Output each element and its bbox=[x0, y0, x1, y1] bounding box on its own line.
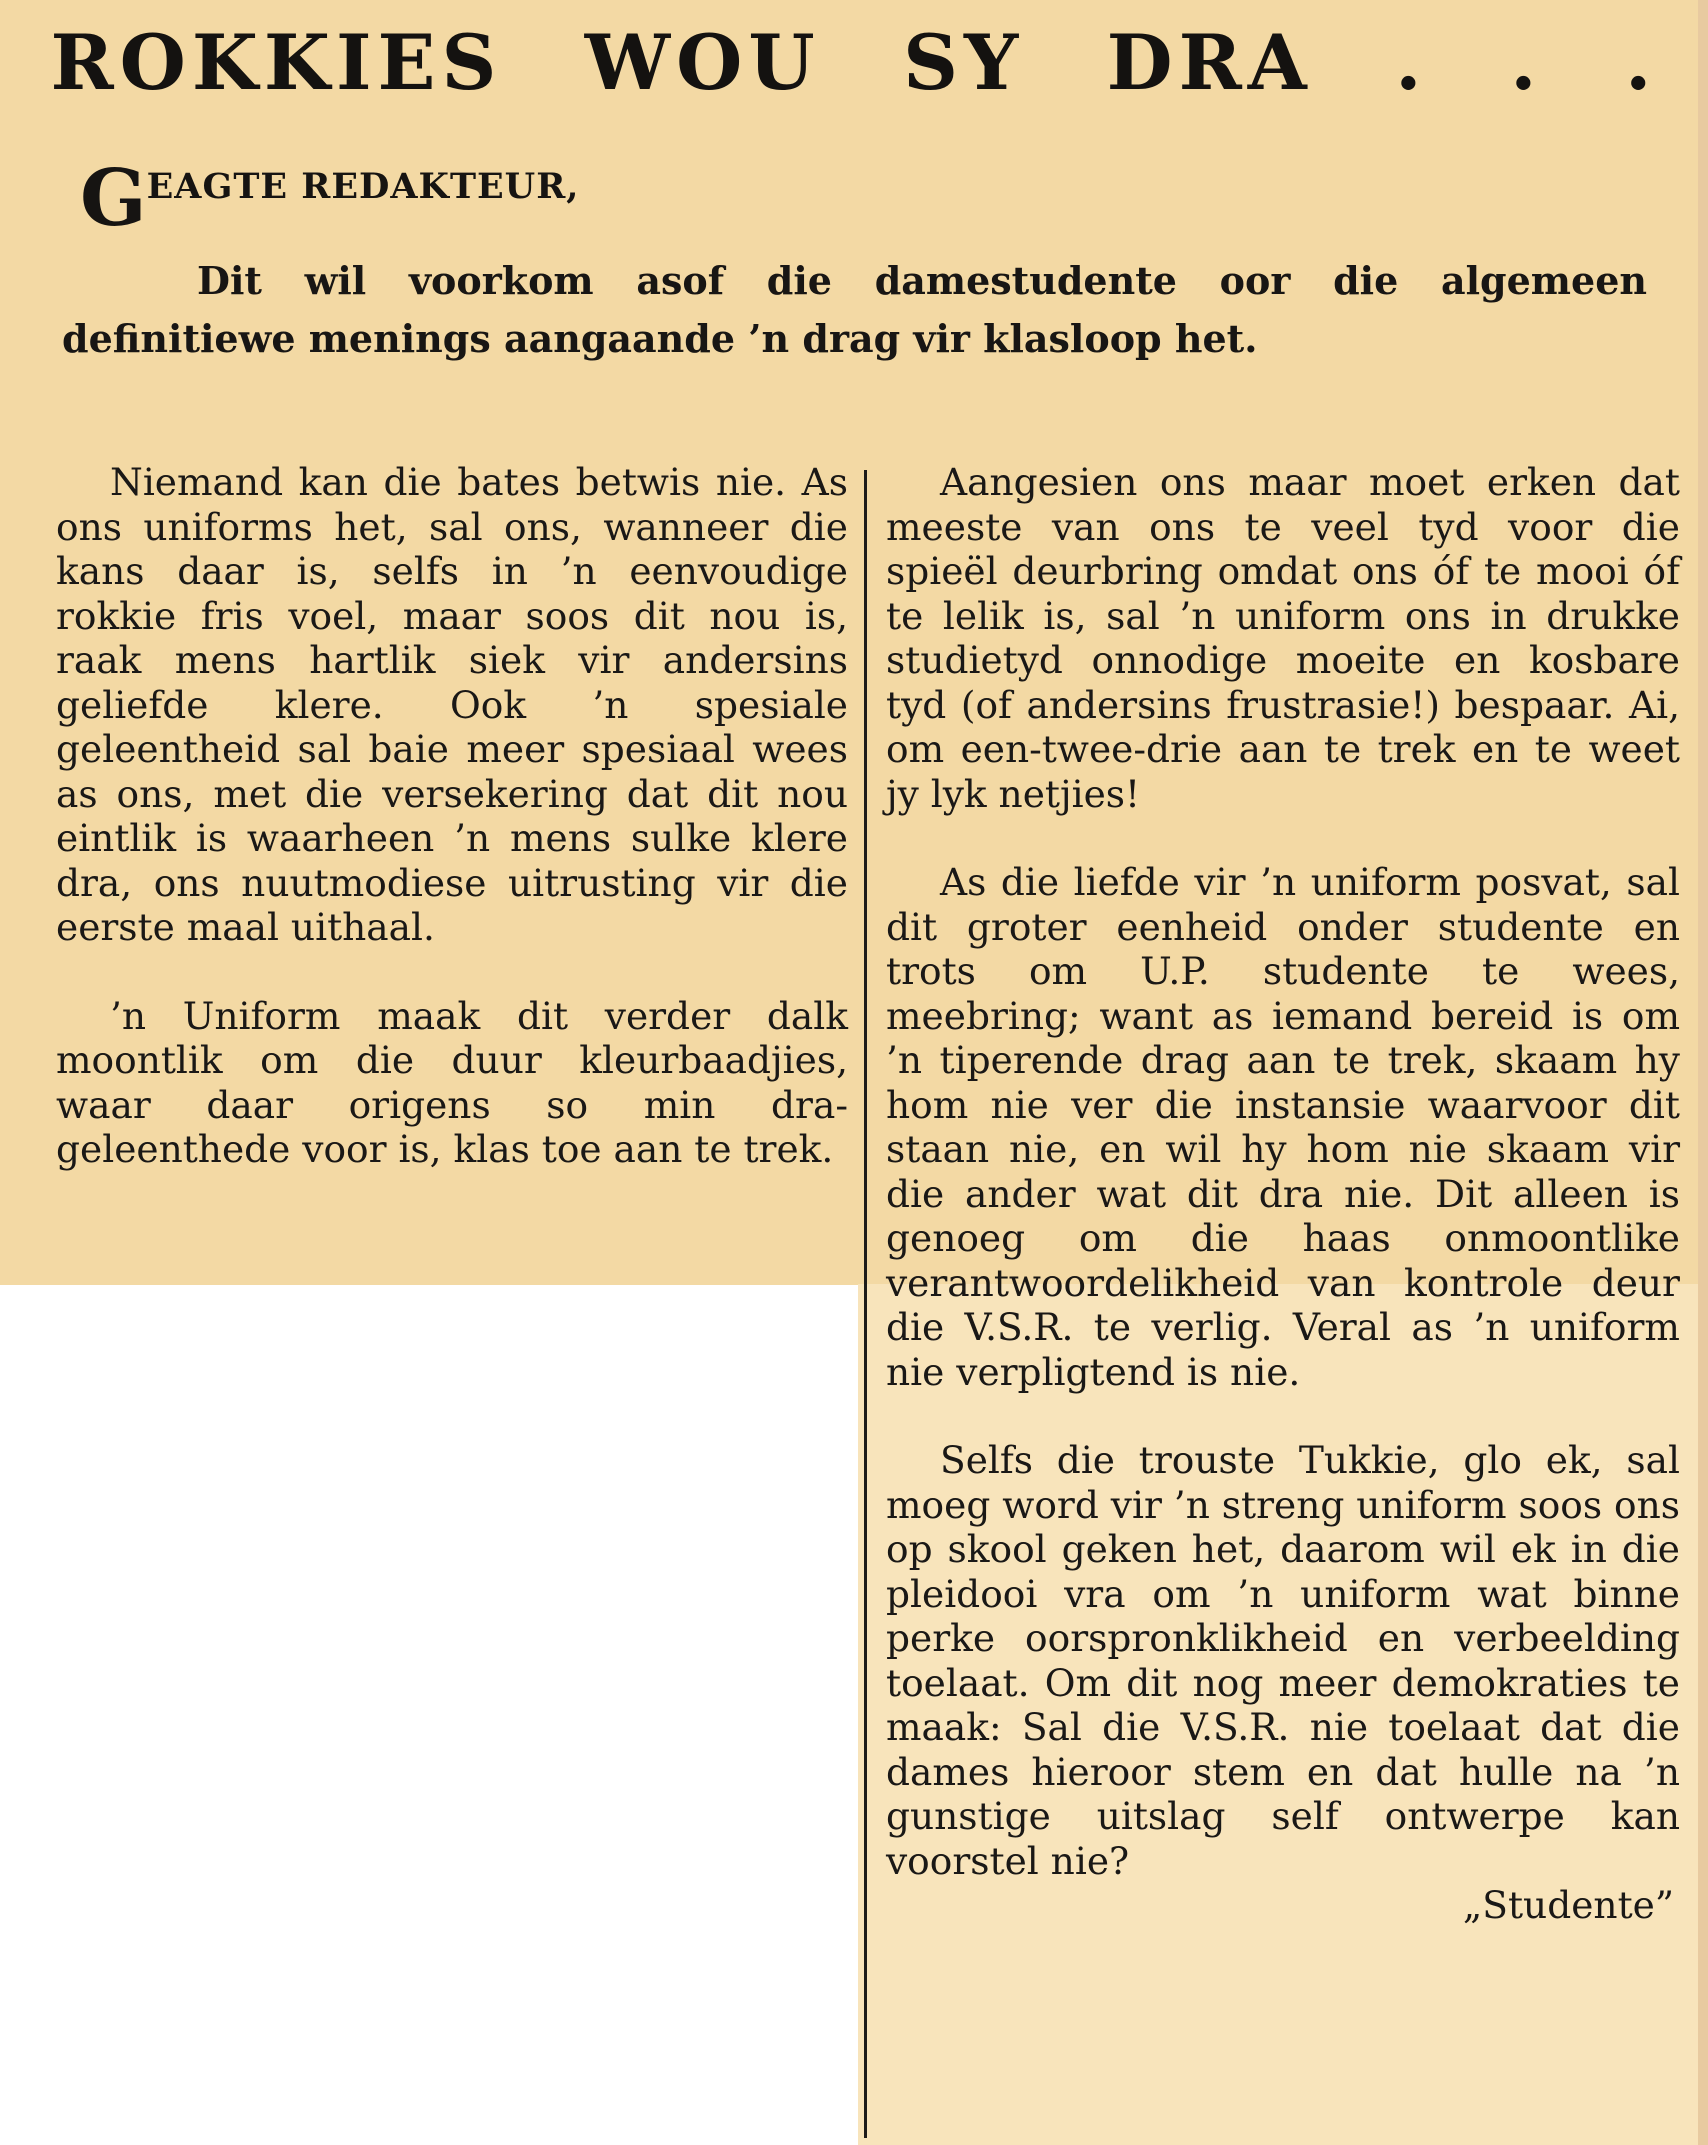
salutation bbox=[80, 153, 580, 244]
clipping-edge bbox=[1698, 0, 1708, 2145]
right-paragraph-2: As die liefde vir ’n uniform posvat, sal dit groter eenheid onder studente en trots om U.P. studente te wees, meebring; want as iemand bereid is om ’n tiperende drag aan te trek, skaam hy hom nie ver die instansie waarvoor dit staan nie, en wil hy hom nie skaam vir die ander wat dit dra nie. Dit alleen is genoeg om die haas onmoontlike verantwoordelikheid van kontrole deur die V.S.R. te verlig. Veral as ’n uniform nie verpligtend is nie. bbox=[886, 860, 1680, 1394]
headline: ROKKIES WOU SY DRA . . . bbox=[50, 18, 1658, 107]
right-column bbox=[886, 460, 1680, 1928]
right-paragraph-3: Selfs die trouste Tukkie, glo ek, sal moeg word vir ’n streng uniform soos ons op skool geken het, daarom wil ek in die pleidooi vra om ’n uniform wat binne perke oorspronklikheid en verbeelding toelaat. Om dit nog meer demokraties te maak: Sal die V.S.R. nie toelaat dat die dames hieroor stem en dat hulle na ’n gunstige uitslag self ontwerpe kan voorstel nie? bbox=[886, 1438, 1681, 1883]
left-paragraph-2: ’n Uniform maak dit verder dalk moontlik om die duur kleurbaadjies, waar daar origens so min dra-geleenthede voor is, klas toe aan te trek. bbox=[56, 993, 848, 1171]
signature: „Studente” bbox=[1462, 1883, 1674, 1927]
left-paragraph-1: Niemand kan die bates betwis nie. As ons uniforms het, sal ons, wanneer die kans daar is, selfs in ’n eenvoudige rokkie fris voel, maar soos dit nou is, raak mens hartlik siek vir andersins geliefde klere. Ook ’n spesiale geleentheid sal baie meer spesiaal wees as ons, met die versekering dat dit nou eintlik is waarheen ’n mens sulke klere dra, ons nuutmodiese uitrusting vir die eerste maal uithaal. bbox=[56, 460, 848, 949]
salutation-initial: G bbox=[80, 153, 147, 244]
salutation-text: EAGTE REDAKTEUR, bbox=[146, 166, 580, 207]
right-paragraph-1: Aangesien ons maar moet erken dat meeste van ons te veel tyd voor die spieël deurbring omdat ons óf te mooi óf te lelik is, sal ’n uniform ons in drukke studietyd onnodige moeite en kosbare tyd (of andersins frustrasie!) bespaar. Ai, om een-twee-drie aan te trek en te weet jy lyk netjies! bbox=[886, 460, 1680, 816]
left-column bbox=[56, 460, 848, 1172]
intro-paragraph: Dit wil voorkom asof die damestudente oor die algemeen definitiewe menings aangaande ’n drag vir klasloop het. bbox=[62, 258, 1647, 361]
column-divider bbox=[864, 470, 867, 2138]
